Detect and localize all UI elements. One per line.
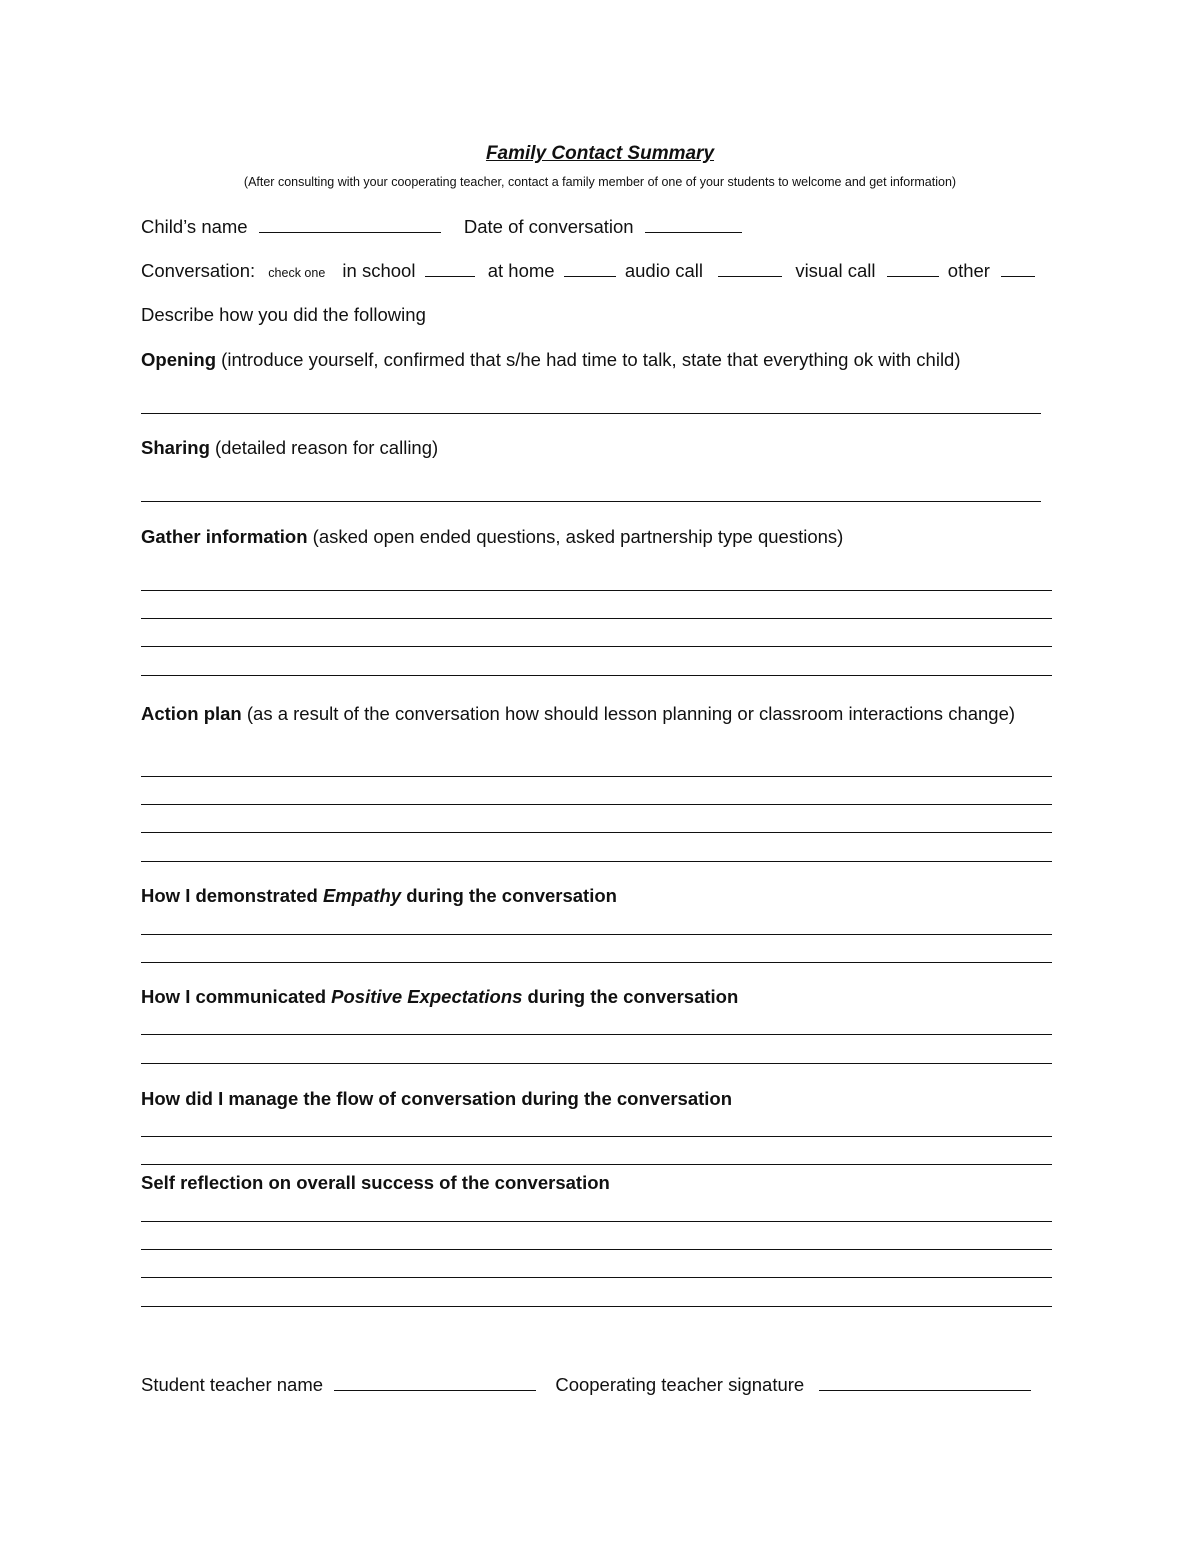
- empathy-em: Empathy: [322, 885, 402, 906]
- at-home-field[interactable]: [564, 261, 616, 277]
- date-label: Date of conversation: [463, 216, 634, 237]
- reflection-answer-line[interactable]: [141, 1221, 1052, 1222]
- positive-heading: [141, 986, 738, 1008]
- empathy-answer-line[interactable]: [141, 962, 1052, 963]
- action-desc: (as a result of the conversation how should lesson planning or classroom interactions change): [241, 703, 1016, 724]
- gather-answer-line[interactable]: [141, 618, 1052, 619]
- sharing-desc: (detailed reason for calling): [209, 437, 439, 458]
- child-name-field[interactable]: [259, 217, 441, 233]
- option-other: other: [947, 260, 990, 281]
- conversation-label: Conversation:: [141, 260, 256, 281]
- gather-answer-line[interactable]: [141, 675, 1052, 676]
- gather-title: Gather information: [141, 526, 308, 547]
- other-field[interactable]: [1001, 261, 1035, 277]
- option-visual-call: visual call: [795, 260, 876, 281]
- sharing-answer-line[interactable]: [141, 501, 1041, 502]
- action-answer-line[interactable]: [141, 832, 1052, 833]
- in-school-field[interactable]: [425, 261, 475, 277]
- option-audio-call: audio call: [624, 260, 704, 281]
- flow-answer-line[interactable]: [141, 1164, 1052, 1165]
- opening-heading: [141, 349, 961, 371]
- empathy-post: during the conversation: [401, 885, 617, 906]
- visual-call-field[interactable]: [887, 261, 939, 277]
- opening-title: Opening: [141, 349, 217, 370]
- opening-desc: (introduce yourself, confirmed that s/he had time to talk, state that everything ok with child): [216, 349, 961, 370]
- flow-answer-line[interactable]: [141, 1136, 1052, 1137]
- reflection-answer-line[interactable]: [141, 1277, 1052, 1278]
- student-teacher-field[interactable]: [334, 1375, 536, 1391]
- option-at-home: at home: [487, 260, 555, 281]
- action-title: Action plan: [141, 703, 242, 724]
- action-answer-line[interactable]: [141, 861, 1052, 862]
- positive-em: Positive Expectations: [331, 986, 523, 1007]
- empathy-answer-line[interactable]: [141, 934, 1052, 935]
- positive-post: during the conversation: [522, 986, 739, 1007]
- positive-answer-line[interactable]: [141, 1063, 1052, 1064]
- sharing-heading: [141, 437, 438, 459]
- form-title: Family Contact Summary: [485, 143, 715, 164]
- form-subtitle: (After consulting with your cooperating teacher, contact a family member of one of your students to welcome and get information): [243, 175, 957, 189]
- child-name-label: Child’s name: [141, 216, 248, 237]
- reflection-answer-line[interactable]: [141, 1306, 1052, 1307]
- option-in-school: in school: [342, 260, 416, 281]
- opening-answer-line[interactable]: [141, 413, 1041, 414]
- cooperating-teacher-label: Cooperating teacher signature: [555, 1374, 805, 1395]
- empathy-heading: [141, 885, 617, 907]
- gather-answer-line[interactable]: [141, 590, 1052, 591]
- date-field[interactable]: [645, 217, 742, 233]
- cooperating-teacher-field[interactable]: [819, 1375, 1031, 1391]
- conversation-row: [141, 260, 1035, 282]
- child-date-row: [141, 216, 742, 238]
- gather-desc: (asked open ended questions, asked partnership type questions): [307, 526, 844, 547]
- empathy-pre: How I demonstrated: [141, 885, 323, 906]
- reflection-heading: Self reflection on overall success of the conversation: [141, 1172, 610, 1193]
- check-one-note: check one: [268, 266, 326, 280]
- signature-row: [141, 1374, 1031, 1396]
- reflection-answer-line[interactable]: [141, 1249, 1052, 1250]
- action-answer-line[interactable]: [141, 804, 1052, 805]
- sharing-title: Sharing: [141, 437, 210, 458]
- audio-call-field[interactable]: [718, 261, 782, 277]
- student-teacher-label: Student teacher name: [141, 1374, 324, 1395]
- action-heading: [141, 699, 1021, 728]
- gather-heading: [141, 526, 843, 548]
- action-answer-line[interactable]: [141, 776, 1052, 777]
- positive-answer-line[interactable]: [141, 1034, 1052, 1035]
- gather-answer-line[interactable]: [141, 646, 1052, 647]
- positive-pre: How I communicated: [141, 986, 332, 1007]
- describe-instruction: Describe how you did the following: [141, 304, 426, 325]
- flow-heading: How did I manage the flow of conversation during the conversation: [141, 1088, 733, 1109]
